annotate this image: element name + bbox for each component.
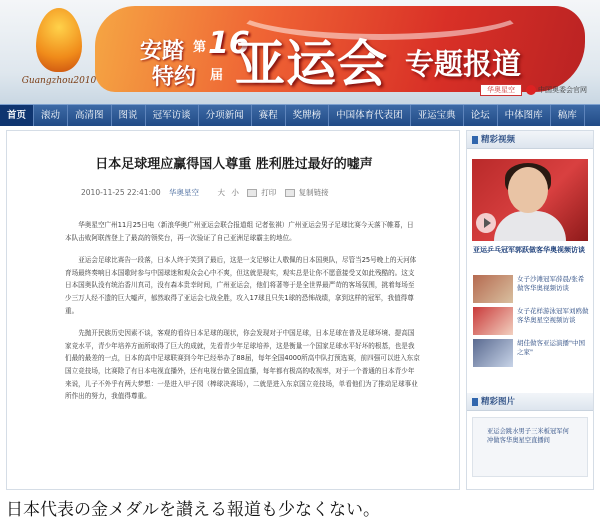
- video-thumbnail[interactable]: [473, 275, 513, 303]
- flame-emblem-icon: [36, 8, 82, 72]
- font-smaller-button[interactable]: 小: [231, 188, 239, 197]
- print-icon[interactable]: [247, 189, 257, 197]
- nav-medal-table[interactable]: 奖牌榜: [286, 105, 330, 126]
- related-videos-list: [473, 275, 589, 371]
- featured-photo[interactable]: [472, 417, 588, 477]
- nav-asian-games-guide[interactable]: 亚运宝典: [411, 105, 464, 126]
- asian-games-logo[interactable]: [18, 4, 100, 100]
- nav-champion-interviews[interactable]: 冠军访谈: [146, 105, 199, 126]
- featured-video[interactable]: [472, 159, 588, 241]
- play-icon[interactable]: [476, 213, 496, 233]
- video-link[interactable]: 胡佳做客亚运演播"中国之家": [517, 339, 585, 356]
- sponsor-line-2: 特约: [152, 65, 197, 90]
- olympic-committee-icon: [526, 85, 536, 95]
- nav-event-news[interactable]: 分项新闻: [199, 105, 252, 126]
- article-body: [65, 219, 420, 413]
- nav-photo-gallery[interactable]: 中体图库: [498, 105, 551, 126]
- edition-suffix: 届: [210, 68, 224, 83]
- image-caption: 日本代表の金メダルを讃える報道も少なくない。: [0, 490, 600, 532]
- nav-schedule[interactable]: 赛程: [252, 105, 286, 126]
- article-datetime: 2010-11-25 22:41:00: [81, 188, 161, 197]
- video-section-heading: 精彩视频: [467, 131, 593, 149]
- nav-forum[interactable]: 论坛: [464, 105, 498, 126]
- article-paragraph: 华奥星空广州11月25日电（新浪华奥广州亚运会联合报道组 记者张祺）广州亚运会男子足球比赛今天落下帷幕，日本队击败阿联酋登上了最高的领奖台，再一次验证了自己亚洲足球霸主的地位。: [65, 221, 414, 242]
- article-paragraph: 亚运会足球比赛告一段落，日本人终于笑到了最后，这是一支足够让人敬佩的日本国奥队，尽管当25号晚上的天河体育场最终奏响日本国歌时参与中国球迷和观众会心中不爽，但这就是现实，观实总是让你不愿意接受又如此残酷的。这支日本国奥队没有统治香川真司，没有森本贵幸时间，广州亚运会，他们将著等于是全世界最严苛的客场氛围，挑着每场至少三万人经不遗的巨大嘘声，郁然取得了亚运会七战全胜，攻入17球且只失1球的恐怖战绩，拿到这样的冠军，我值得尊重。: [65, 256, 417, 315]
- video-link[interactable]: 女子花样游泳冠军刘鸥做客华奥星空视频访谈: [517, 307, 589, 324]
- banner-subtitle: 专题报道: [405, 47, 522, 81]
- video-thumbnail[interactable]: [473, 339, 513, 367]
- banner-main-title: 亚运会: [235, 35, 388, 93]
- sponsor-coc-label: 中国奥委会官网: [538, 86, 587, 94]
- nav-hd-photos[interactable]: 高清图: [68, 105, 112, 126]
- video-link[interactable]: 女子沙滩冠军薛晨/张希做客华奥视频访谈: [517, 275, 585, 292]
- athlete-body: [494, 211, 566, 241]
- article-paragraph: 先抛开民族历史因素不谈，客观的看待日本足球的现状，你会发现对于中国足球，日本足球在普及足球环境、提高国家竞水平，青少年培养方面所取得了巨大的成就，先看青少年足球培养，这是衡量一个国家足球水平好坏的根基，也是我们最的最差的一点，日本的高中足球联赛到今年已经举办了88届，每年全国4000所高中队打预选赛，前四强可以进入东京国立竞技场，比赛除了有日本电视直播外，还有电视台做全国直播，每年都有极高的收视率，对于一个普通的日本青少年来说，儿子不外乎有两大梦想：一是进入甲子园（棒球决赛场），二就是进入东京国立竞技场，单看他们为了推动足球事业所作出的努力，我值得尊重。: [65, 329, 420, 401]
- logo-city-text: Guangzhou2010: [21, 76, 97, 86]
- font-larger-button[interactable]: 大: [217, 188, 225, 197]
- article-meta: [81, 187, 421, 198]
- video-thumbnail[interactable]: [473, 307, 513, 335]
- sponsor-logo-huaao[interactable]: 华奥星空: [480, 84, 522, 96]
- athlete-face: [508, 167, 548, 213]
- list-item[interactable]: [473, 275, 589, 305]
- list-item[interactable]: [473, 307, 589, 337]
- article-title: 日本足球理应赢得国人尊重 胜利胜过最好的嘘声: [95, 157, 373, 172]
- sponsor-line-1: 安踏: [140, 39, 185, 64]
- article-controls: [217, 188, 332, 197]
- main-navigation: [0, 104, 600, 126]
- edition-number: 16: [208, 26, 250, 61]
- nav-home[interactable]: 首页: [0, 105, 34, 126]
- list-item[interactable]: [473, 339, 589, 369]
- featured-photo-caption[interactable]: 亚运会跳水男子三米板冠军何冲做客华奥星空直播间: [487, 428, 569, 444]
- photo-section-heading: 精彩图片: [467, 393, 593, 411]
- copy-link-button[interactable]: 复制链接: [298, 188, 329, 197]
- edition-prefix: 第: [193, 40, 207, 55]
- article-source[interactable]: 华奥星空: [169, 188, 200, 197]
- sponsor-logo-coc[interactable]: [526, 84, 592, 96]
- nav-scroll[interactable]: 滚动: [34, 105, 68, 126]
- nav-china-delegation[interactable]: 中国体育代表团: [329, 105, 411, 126]
- article-panel: [6, 130, 460, 490]
- copy-link-icon[interactable]: [285, 189, 295, 197]
- nav-archive[interactable]: 稿库: [551, 105, 585, 126]
- sidebar: [466, 130, 594, 490]
- print-button[interactable]: 打印: [261, 188, 277, 197]
- nav-picture-stories[interactable]: 图说: [112, 105, 146, 126]
- header-banner: [0, 0, 600, 104]
- featured-video-caption[interactable]: 亚运乒乓冠军郭跃做客华奥视频访谈: [473, 246, 585, 254]
